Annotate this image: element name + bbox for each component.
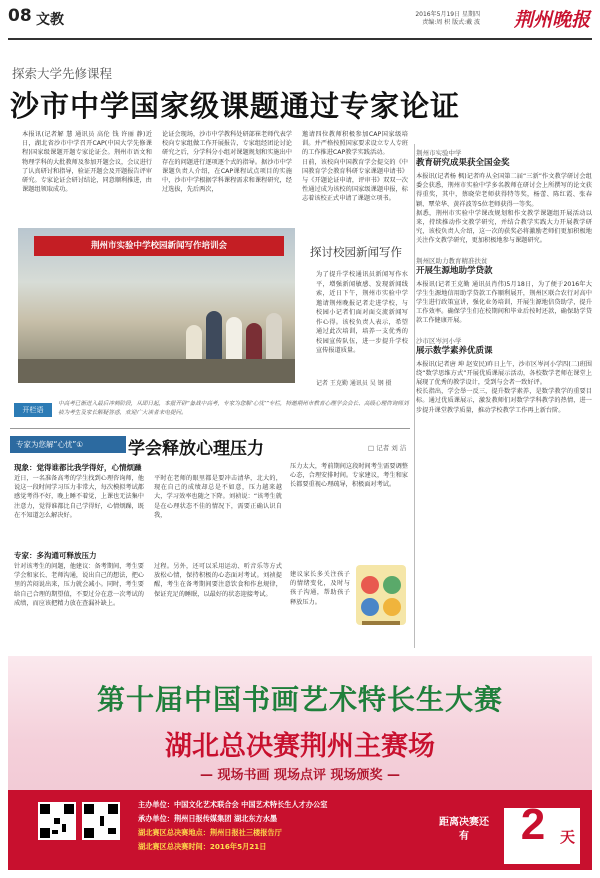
sidebar-item <box>416 148 592 246</box>
issue-editors: 责编:周 枳 版式:戴 波 <box>422 19 480 26</box>
feature-sub1-col-2: 平时在老师的眼里都是要冲击清华，北大的，现在自己的成绩却总是不如意，压力越来越大，学习效率也随之下降。刘祯说：“该考生就是在心理状态不佳的情况下，需要正确认识自我， <box>154 475 282 519</box>
feature-subhead-1: 现象：觉得谁都比我学得好，心情烦躁 <box>14 463 142 472</box>
section-title: 文教 <box>36 12 64 28</box>
page-number: 08 <box>8 6 32 26</box>
column-intro-text: 中高考已渐进入最后冲刺阶段，从即日起，本报开辟“备战中高考，专家为您解‘心忧’”专栏，特邀荆州市教育心理学会会长、高级心理咨询师刘祯为考生及家长解疑答惑，欢迎广大读者来电提问。 <box>58 401 409 416</box>
ad-time: 湖北赛区总决赛时间：2016年5月21日 <box>138 842 267 851</box>
photo-banner: 荆州市实验中学校园新闻写作培训会 <box>34 236 284 256</box>
feature-tag: 专家为您解“心忧”① <box>10 436 126 453</box>
article-col-1: 本报讯(记者解 慧 通讯员 高伦 钱 许丽 静)近日，湖北省沙市中学召开CAP(中国大学先修课程)国家级课题开题专家论证会。荆州市语文和物理学科的大批教师及参加开题会议，会议进行了认真研讨和指导，验证开题会及开题报告评审研究。专家论证会研讨结论，同意顺利推进，由课题组领取成功。 <box>22 131 152 194</box>
exam-illustration <box>352 555 410 635</box>
contest-advertisement <box>8 656 592 870</box>
sidebar-item-body: 本报讯(记者杨 枫)记者昨从全国第二届“三新”作文教学研讨会组委会获悉，荆州市实验中学多名教师在研讨会上所撰写的论文获得重奖，其中，蔡晓荣老师获得特等奖，杨蕾、陈红霞、张春颖、覃荣华、黄祥波等5位老师获得一等奖。 据悉，荆州市实验中学课改规划和作文教学课题组开展活动以来，持续推动作文教学研究，并结合教学实践大力开展教学研究，该校负责人介绍，这一次的获奖必将激励老师们更加积极地关注作文教学研究，更加积极地参与课题研究。 <box>416 173 592 245</box>
ad-title-line-2: 湖北总决赛荆州主赛场 <box>165 731 435 762</box>
feature-sub2-col-2: 过程。另外，还可以采用运动、听音乐等方式放松心情，保持积极的心态面对考试。刘祯提醒，考生在备考期间要注意饮食和作息规律，保证充足的睡眠，以最好的状态迎接考试。 <box>154 563 282 598</box>
qr-code-icon[interactable] <box>38 802 76 840</box>
desk <box>18 359 295 383</box>
sidebar-item-headline: 展示数学素养优质课 <box>416 345 493 356</box>
feature-sub1-col-3: 压力太大，考前期间这段时间考生需要调整心态，合理安排时间。专家建议，考生和家长都要重视心理疏导，积极面对考试。 <box>290 463 408 489</box>
newspaper-logo: 荆州晚报 <box>513 9 590 31</box>
sub-article-title: 探讨校园新闻写作 <box>310 245 402 259</box>
ad-host: 主办单位：中国文化艺术联合会 中国艺术特长生人才办公室 <box>138 800 328 809</box>
countdown-label: 距离决赛还有 <box>439 817 489 842</box>
header-rule <box>8 38 592 40</box>
sidebar-item-kicker: 荆州区助力教育精准扶贫 <box>416 256 488 265</box>
sidebar-item-kicker: 沙市区岑河小学 <box>416 336 462 345</box>
issue-meta <box>415 11 480 27</box>
sidebar <box>416 148 592 415</box>
article-headline: 沙市中学国家级课题通过专家论证 <box>10 89 461 123</box>
qr-code-icon[interactable] <box>82 802 120 840</box>
column-divider <box>414 144 415 648</box>
ad-organizer: 承办单位：荆州日报传媒集团 湖北东方水墨 <box>138 814 278 823</box>
sub-article-byline: 记者 王克勤 通讯员 吴 钢 摄 <box>316 380 392 387</box>
feature-sub2-col-3: 建议家长多关注孩子的情绪变化，及时与孩子沟通，帮助孩子释放压力。 <box>290 571 350 606</box>
countdown-unit: 天 <box>560 828 576 846</box>
sidebar-item <box>416 336 592 415</box>
sidebar-item-headline: 开展生源地助学贷款 <box>416 265 493 276</box>
sidebar-item-headline: 教育研究成果获全国金奖 <box>416 158 510 168</box>
sidebar-item-body: 本报讯(记者唐 坤 赵安民)昨日上午，沙市区岑河小学四(二)班围绕“数学思维方式”开展优质课展示活动，各校数学老师在课堂上展现了优秀的教学设计，受到与会者一致好评。 校长指出，学会举一反三，提升数学素养，是数学教学的重要目标。通过优质课展示，激发教师们对数学学科教学的热情，进一步提升课堂教学质量，推动学校教学工作再上新台阶。 <box>416 360 592 414</box>
sidebar-item-kicker: 荆州市实验中学 <box>416 149 462 157</box>
feature-title: 学会释放心理压力 <box>128 439 264 459</box>
article-col-3: 邀请四位教师积极参加CAP国家级培训。并严格按照国家要求设立专人专班的工作推进CAP教学实践活动。 日前，该校向中国教育学会提交的《中国教育学会教育科研专家课题申请书》与《开题论证申请，评审书》双双一次性通过成为该校的国家级课题申报，标志着该校正式申请了课题立项书。 <box>302 131 408 203</box>
countdown-number: 2 <box>520 800 546 849</box>
ad-slogan-text: 现场书画 现场点评 现场颁奖 <box>217 768 383 783</box>
feature-sub1-col-1: 近日，一名准备高考的学生找到心理咨询师，他说这一段时间学习压力非常大，每次模拟考试都感觉考得不好，晚上睡不着觉，上课也无法集中注意力，觉得谁都比自己学得好，心情烦躁，既在不知道怎么解决好。 <box>14 475 144 519</box>
feature-subhead-2: 专家：多沟通可释放压力 <box>14 551 97 560</box>
feature-sub2-col-1: 针对该考生的问题，他建议：备考期间，考生要学会和家长、老师沟通，说出自己的想法，把心里的苦闷说出来，压力就会减小。同时，考生要给自己合理的期望值，不要过分在意一次考试的成绩，而应该把精力放在查漏补缺上。 <box>14 563 144 607</box>
issue-date: 2016年5月19日 星期四 <box>415 11 480 18</box>
feature-byline: □ 记者 刘 洁 <box>368 444 407 452</box>
ad-title-line-1: 第十届中国书画艺术特长生大赛 <box>96 683 503 716</box>
section-rule <box>10 428 410 429</box>
column-intro-label: 开栏语 <box>14 403 52 417</box>
ad-slogan: — 现场书画 现场点评 现场颁奖 — <box>199 768 401 783</box>
sidebar-item-body: 本报讯(记者王克勤 通讯员肖伟)5月18日，为了便于2016年大学生生源地信用助学贷款工作顺利展开，荆州区联合农行对高中学生进行政策宣讲，强化业务培训，开展生源地信贷助学，提升工作效率。确保学生们在校期间和毕业后按时还款，确保助学贷款工作健康开展。 <box>416 280 592 325</box>
article-col-2: 论证会现场，沙市中学教科处研部崔老师代表学校向专家组做工作开展报告，专家组经团论讨论研究之后，分学科分小组对课题规划和实施出中存在的问题进行逐项逐个式的指导。据沙市中学课题负责人介绍，在CAP课程试点项目的实施中，沙市中学根据学科课程需求和课程研究，经过选拔，先后两次， <box>162 131 292 194</box>
article-kicker: 探索大学先修课程 <box>12 66 113 81</box>
ad-venue: 湖北赛区总决赛地点：荆州日报社三楼报告厅 <box>138 828 282 837</box>
sidebar-item <box>416 256 592 326</box>
sub-article-body: 为了提升学校通讯员新闻写作水平，增强新闻敏感、发现新闻线索，近日下午，荆州市实验中学邀请荆州晚报记者走进学校，与校园小记者们面对面交流新闻写作心得。该校负责人表示，希望通过此次培训，培养一支优秀的校园宣传队伍，进一步提升学校宣传报道质量。 <box>316 271 408 354</box>
